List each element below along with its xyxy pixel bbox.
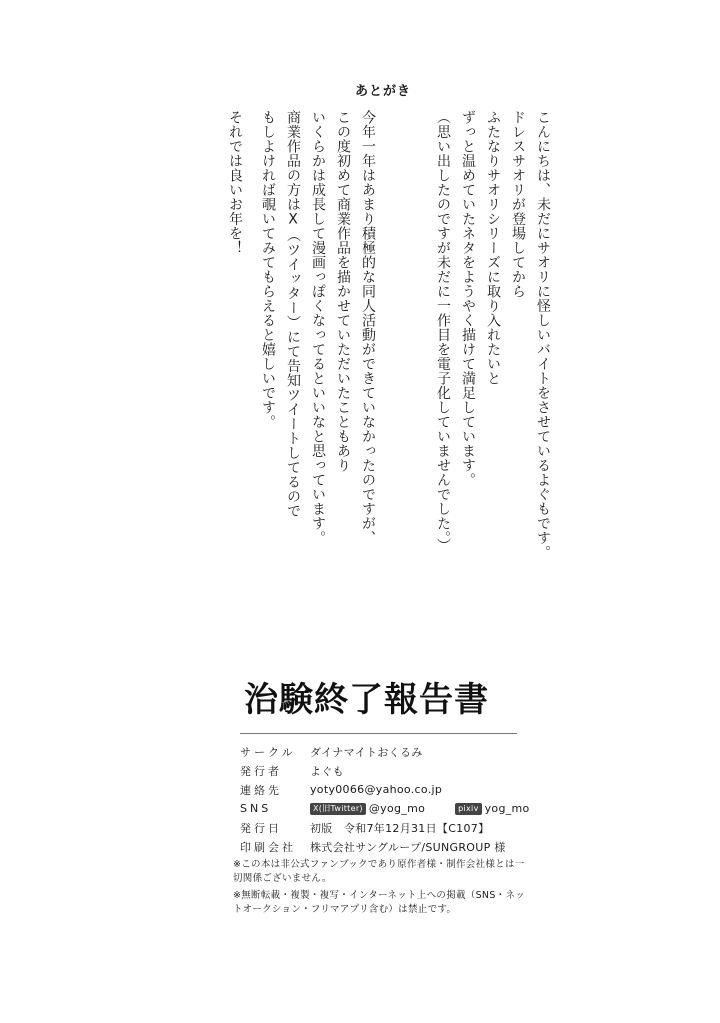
x-handle: @yog_mo xyxy=(368,802,426,815)
afterword-line: もしよければ覗いてみてもらえると嬉しいです。 xyxy=(260,110,276,429)
colophon-value: よぐも xyxy=(310,764,344,778)
colophon-value: ダイナマイトおくるみ xyxy=(310,745,423,759)
colophon-value: 初版 令和7年12月31日【C107】 xyxy=(310,821,490,835)
pixiv-tag: pixiv xyxy=(455,803,482,815)
colophon-row-publisher xyxy=(240,761,540,780)
afterword-line: 商業作品の方はX（ツイッター）にて告知ツイートしてるので xyxy=(285,110,301,518)
contact-email: yoty0066@yahoo.co.jp xyxy=(310,783,443,796)
disclaimer-note: ※この本は非公式ファンブックであり原作者様・制作会社様とは一切関係ございません。 xyxy=(233,859,525,884)
x-twitter-tag: X(旧Twitter) xyxy=(310,803,366,815)
afterword-line: ふたなりサオリシリーズに取り入れたいと xyxy=(485,110,501,386)
afterword-heading: あとがき xyxy=(355,84,412,99)
colophon-row-sns xyxy=(240,799,540,818)
afterword-paragraph-1 xyxy=(395,110,555,670)
afterword-line: それでは良いお年を！ xyxy=(227,110,243,255)
afterword-line: いくらかは成長して漫画っぽくなってるといいなと思っています。 xyxy=(310,110,326,545)
afterword-closing xyxy=(222,110,247,670)
colophon-table xyxy=(240,742,540,856)
colophon-row-contact xyxy=(240,780,540,799)
colophon-value xyxy=(310,802,530,815)
afterword-line: この度初めて商業作品を描かせていただいたこともあり xyxy=(335,110,351,473)
disclaimer-notes xyxy=(233,858,533,920)
afterword-paragraph-2 xyxy=(240,110,380,670)
colophon-label: SNS xyxy=(240,802,272,815)
afterword-line: ドレスサオリが登場してから xyxy=(510,110,526,299)
colophon-value: 株式会社サングループ/SUNGROUP 様 xyxy=(310,840,506,854)
colophon-label: 連絡先 xyxy=(240,783,282,797)
colophon-row-printer xyxy=(240,837,540,856)
title-divider xyxy=(240,733,517,734)
pixiv-handle: yog_mo xyxy=(484,802,530,815)
book-title: 治験終了報告書 xyxy=(244,680,489,720)
colophon-row-circle xyxy=(240,742,540,761)
afterword-line: （思い出したのですが未だに一作目を電子化していませんでした。） xyxy=(435,110,451,553)
colophon-label: サークル xyxy=(240,745,296,759)
colophon-label: 発行者 xyxy=(240,764,282,778)
afterword-line: こんにちは、未だにサオリに怪しいバイトをさせているよぐもです。 xyxy=(535,110,551,560)
disclaimer-note: ※無断転載・複製・複写・インターネット上への掲載（SNS・ネットオークション・フリマアプリ含む）は禁止です。 xyxy=(233,890,526,915)
colophon-label: 発行日 xyxy=(240,821,282,835)
afterword-line: 今年一年はあまり積極的な同人活動ができていなかったのですが、 xyxy=(360,110,376,545)
afterword-line: ずっと温めていたネタをようやく描けて満足しています。 xyxy=(460,110,476,487)
colophon-label: 印刷会社 xyxy=(240,840,296,854)
colophon-row-date xyxy=(240,818,540,837)
